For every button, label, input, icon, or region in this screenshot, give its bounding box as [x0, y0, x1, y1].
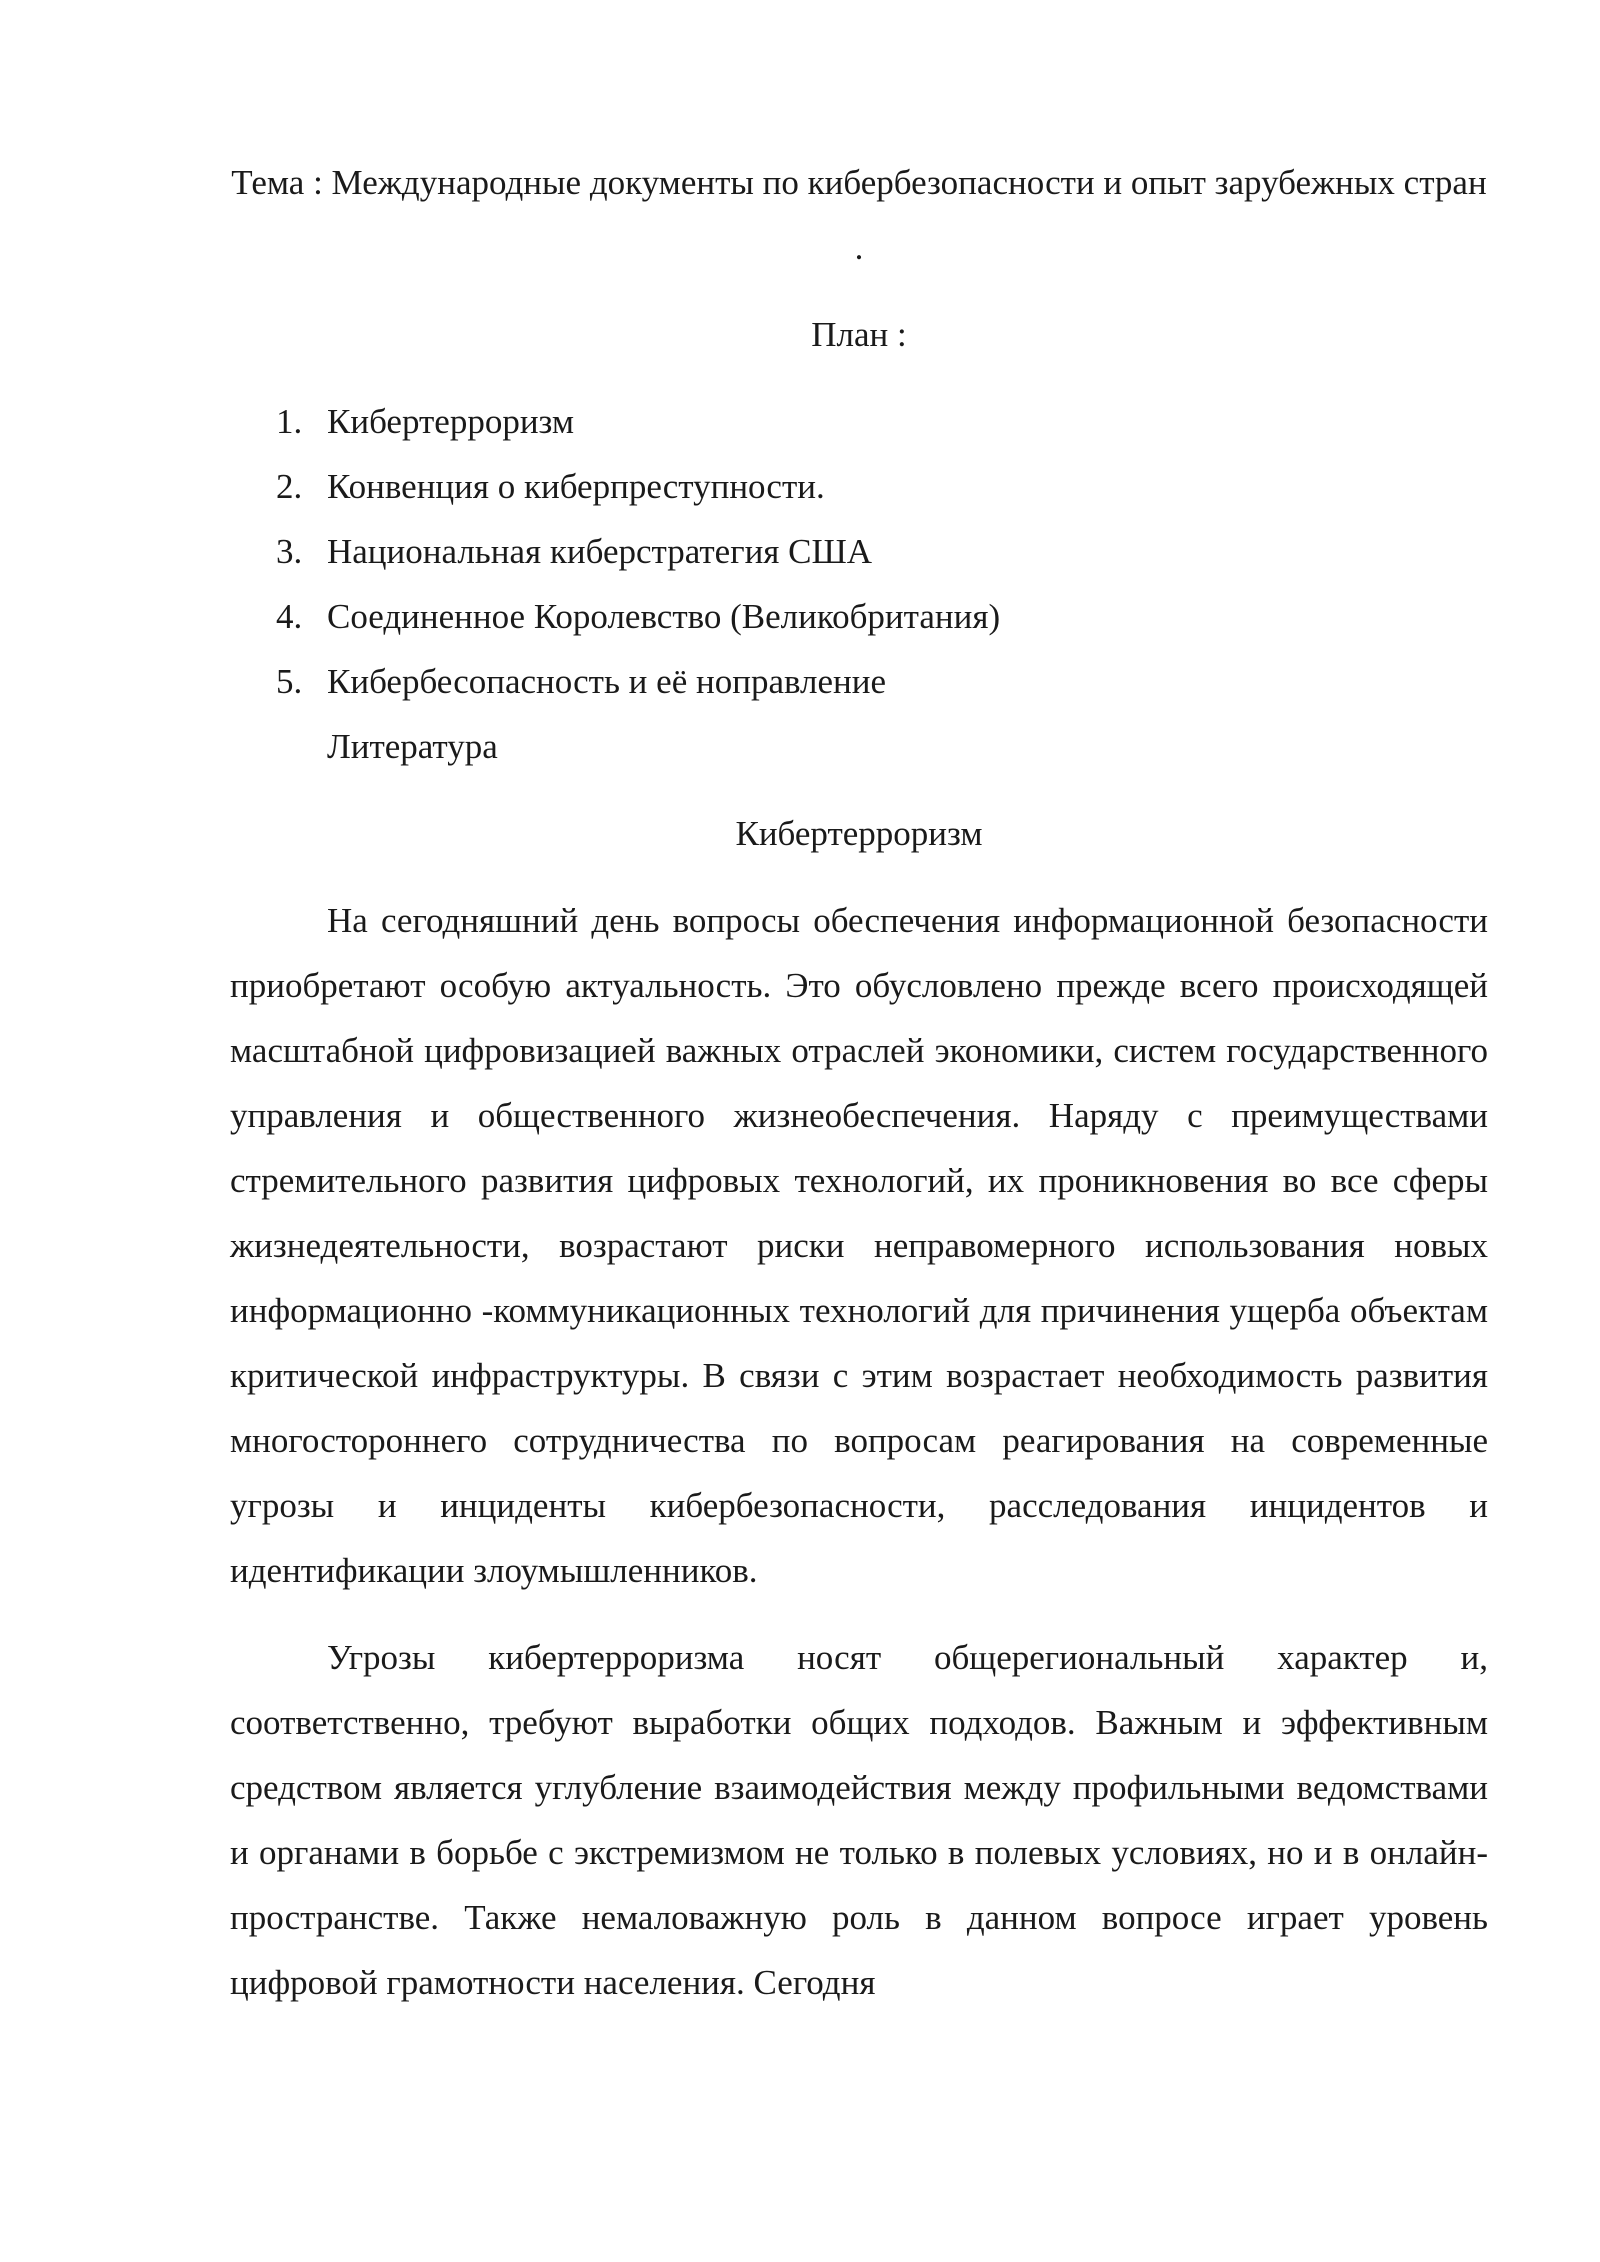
plan-item-3 — [230, 519, 1488, 584]
plan-item-text: Соединенное Королевство (Великобритания) — [327, 597, 1001, 636]
plan-item-1 — [230, 389, 1488, 454]
plan-item-text: Кибербесопасность и её ноправление — [327, 662, 887, 701]
plan-item-number: 4. — [276, 597, 303, 636]
plan-heading: План : — [811, 315, 907, 354]
plan-item-2 — [230, 454, 1488, 519]
plan-item-number: 5. — [276, 662, 303, 701]
body-paragraph-1: На сегодняшний день вопросы обеспечения информационной безопасности приобретают особую актуальность. Это обусловлено прежде всего происходящей масштабной цифровизацией важных отраслей экономики, систем государственного управления и общественного жизнеобеспечения. Наряду с преимуществами стремительного развития цифровых технологий, их проникновения во все сферы жизнедеятельности, возрастают риски неправомерного использования новых информационно -коммуникационных технологий для причинения ущерба объектам критической инфраструктуры. В связи с этим возрастает необходимость развития многостороннего сотрудничества по вопросам реагирования на современные угрозы и инциденты кибербезопасности, расследования инцидентов и идентификации злоумышленников. — [230, 901, 1488, 1590]
document-page — [230, 150, 1488, 2015]
plan-item-number: 3. — [276, 532, 303, 571]
section-heading: Кибертерроризм — [735, 814, 983, 853]
body-paragraph-2: Угрозы кибертерроризма носят общерегиональный характер и, соответственно, требуют выработки общих подходов. Важным и эффективным средством является углубление взаимодействия между профильными ведомствами и органами в борьбе с экстремизмом не только в полевых условиях, но и в онлайн-пространстве. Также немаловажную роль в данном вопросе играет уровень цифровой грамотности населения. Сегодня — [230, 1638, 1488, 2002]
plan-item-number: 1. — [276, 402, 303, 441]
plan-item-text: Конвенция о киберпреступности. — [327, 467, 825, 506]
plan-item-number: 2. — [276, 467, 303, 506]
plan-list — [230, 389, 1488, 714]
plan-item-text: Национальная киберстратегия США — [327, 532, 873, 571]
plan-item-4 — [230, 584, 1488, 649]
plan-item-5 — [230, 649, 1488, 714]
document-title: Тема : Международные документы по кибербезопасности и опыт зарубежных стран . — [231, 163, 1487, 267]
plan-item-text: Кибертерроризм — [327, 402, 575, 441]
literature-entry: Литература — [327, 727, 498, 766]
